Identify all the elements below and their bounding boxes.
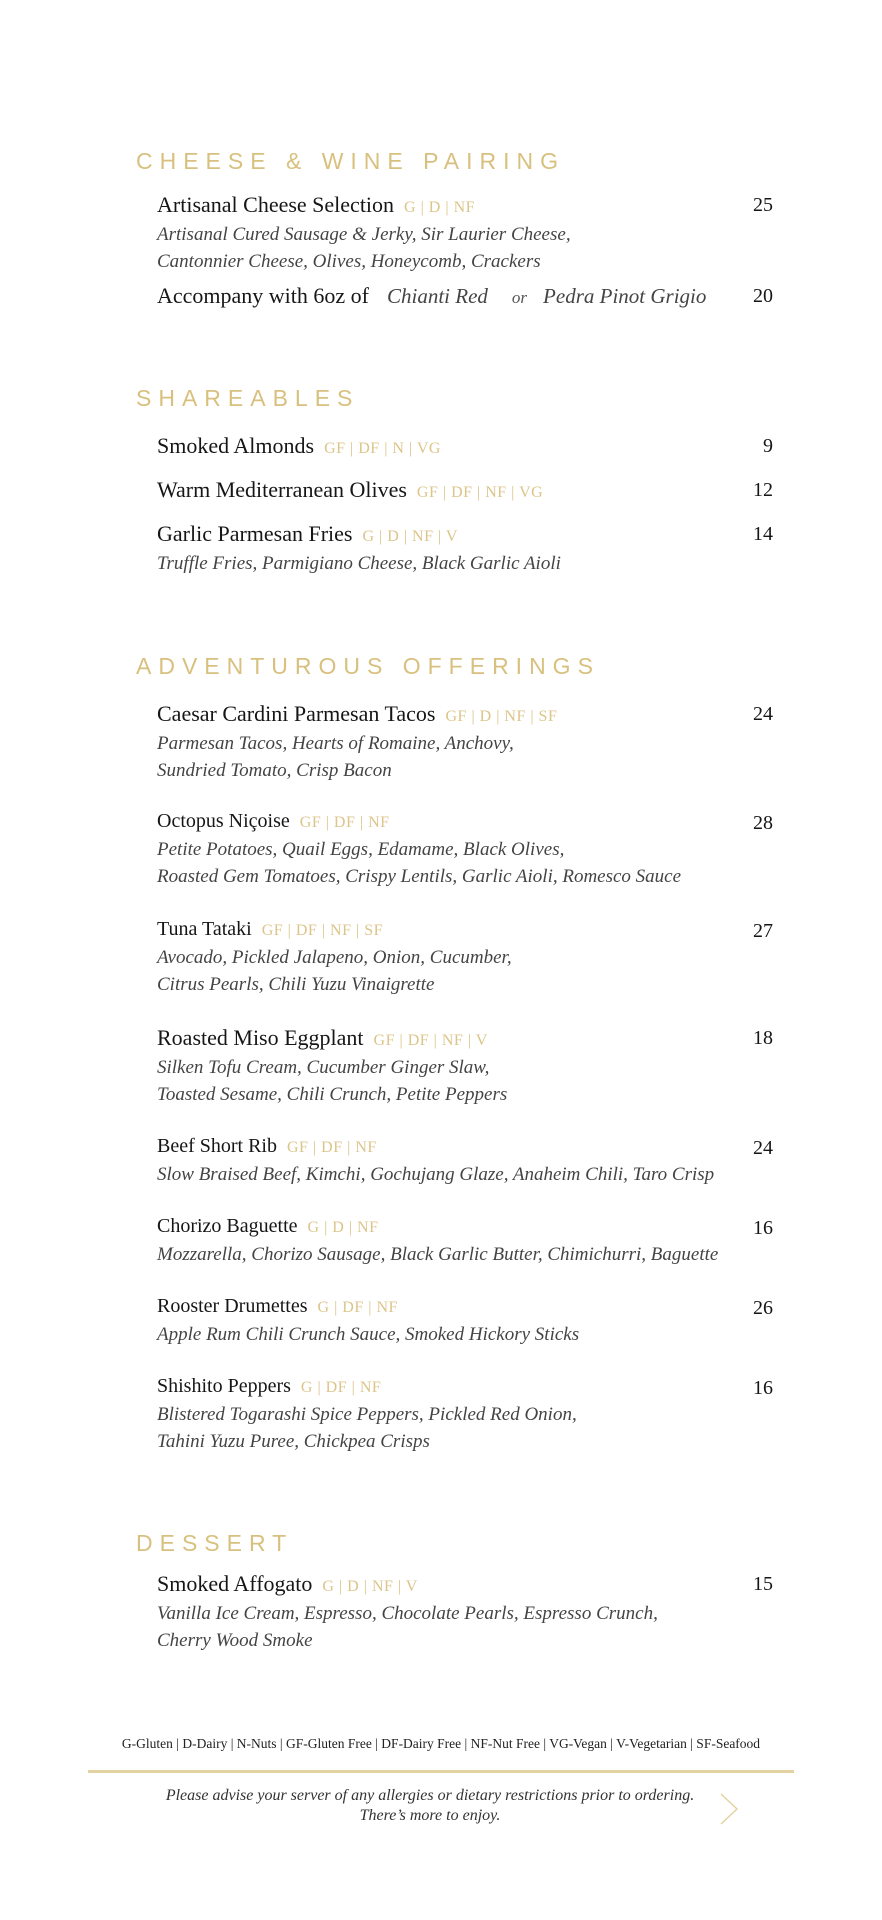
wine-option-pinot-grigio: Pedra Pinot Grigio	[543, 284, 707, 308]
item-description-line: Blistered Togarashi Spice Peppers, Pickled Red Onion,	[157, 1404, 577, 1425]
item-price: 24	[753, 703, 773, 725]
item-price: 12	[753, 479, 773, 501]
item-name: Tuna Tataki	[157, 918, 252, 940]
item-price: 26	[753, 1297, 773, 1319]
dietary-tags: GF | DF | NF	[299, 814, 390, 831]
item-description	[157, 944, 777, 998]
item-name: Shishito Peppers	[157, 1375, 291, 1397]
menu-item-shishito-peppers	[157, 1375, 777, 1455]
menu-item-mediterranean-olives	[157, 477, 777, 503]
section-title-shareables: SHAREABLES	[136, 385, 360, 411]
item-name: Octopus Niçoise	[157, 810, 290, 832]
item-description	[157, 1321, 777, 1348]
item-description	[157, 1054, 777, 1108]
more-to-enjoy-line: There’s more to enjoy.	[359, 1807, 501, 1824]
item-description	[157, 1241, 777, 1268]
item-description-line: Avocado, Pickled Jalapeno, Onion, Cucumber,	[157, 947, 512, 968]
menu-item-garlic-parmesan-fries	[157, 521, 777, 577]
item-name: Smoked Almonds	[157, 433, 315, 458]
menu-item-smoked-almonds	[157, 433, 777, 459]
item-price: 9	[763, 435, 773, 457]
item-description-line: Slow Braised Beef, Kimchi, Gochujang Glaze, Anaheim Chili, Taro Crisp	[157, 1164, 715, 1185]
item-description	[157, 1600, 777, 1654]
item-description-line: Mozzarella, Chorizo Sausage, Black Garlic Butter, Chimichurri, Baguette	[157, 1244, 719, 1265]
dietary-tags: G | D | NF	[404, 199, 476, 216]
menu-item-miso-eggplant	[157, 1025, 777, 1108]
dietary-tags: GF | DF | NF | V	[373, 1032, 488, 1049]
item-name: Artisanal Cheese Selection	[157, 192, 395, 217]
menu-item-smoked-affogato	[157, 1571, 777, 1654]
item-description-line: Cherry Wood Smoke	[157, 1630, 313, 1651]
item-name: Beef Short Rib	[157, 1135, 277, 1157]
item-name: Roasted Miso Eggplant	[157, 1025, 364, 1050]
item-description	[157, 1161, 777, 1188]
item-description-line: Citrus Pearls, Chili Yuzu Vinaigrette	[157, 974, 435, 995]
item-name: Garlic Parmesan Fries	[157, 521, 353, 546]
dietary-legend: G-Gluten | D-Dairy | N-Nuts | GF-Gluten Free | DF-Dairy Free | NF-Nut Free | VG-Vegan | V-Vegetarian | SF-Seafood	[121, 1736, 761, 1751]
menu-item-rooster-drumettes	[157, 1295, 777, 1348]
item-price: 18	[753, 1027, 773, 1049]
menu-item-beef-short-rib	[157, 1135, 777, 1188]
item-description	[157, 730, 777, 784]
menu-item-tuna-tataki	[157, 918, 777, 998]
item-description-line: Vanilla Ice Cream, Espresso, Chocolate Pearls, Espresso Crunch,	[157, 1603, 658, 1624]
item-description-line: Artisanal Cured Sausage & Jerky, Sir Laurier Cheese,	[157, 224, 571, 245]
section-title-adventurous: ADVENTUROUS OFFERINGS	[136, 653, 600, 679]
item-price: 15	[753, 1573, 773, 1595]
item-description-line: Sundried Tomato, Crisp Bacon	[157, 760, 392, 781]
item-description-line: Cantonnier Cheese, Olives, Honeycomb, Crackers	[157, 251, 541, 272]
dietary-tags: GF | DF | NF | SF	[261, 922, 383, 939]
dietary-tags: GF | DF | N | VG	[324, 440, 441, 457]
pairing-label: Accompany with 6oz of	[157, 283, 369, 308]
item-description-line: Roasted Gem Tomatoes, Crispy Lentils, Garlic Aioli, Romesco Sauce	[157, 866, 682, 887]
item-description-line: Apple Rum Chili Crunch Sauce, Smoked Hickory Sticks	[157, 1324, 580, 1345]
wine-option-chianti: Chianti Red	[387, 284, 488, 308]
item-description-line: Tahini Yuzu Puree, Chickpea Crisps	[157, 1431, 430, 1452]
dietary-tags: GF | D | NF | SF	[445, 708, 558, 725]
section-title-dessert: DESSERT	[136, 1530, 294, 1556]
item-description	[157, 836, 777, 890]
wine-pairing-row	[157, 283, 777, 309]
item-description-line: Silken Tofu Cream, Cucumber Ginger Slaw,	[157, 1057, 490, 1078]
item-name: Chorizo Baguette	[157, 1215, 298, 1237]
item-description	[157, 550, 777, 577]
item-description-line: Truffle Fries, Parmigiano Cheese, Black Garlic Aioli	[157, 553, 561, 574]
dietary-tags: G | DF | NF	[300, 1379, 382, 1396]
dietary-tags: G | D | NF | V	[362, 528, 458, 545]
pairing-price: 20	[753, 285, 773, 307]
item-name: Smoked Affogato	[157, 1571, 313, 1596]
item-description-line: Parmesan Tacos, Hearts of Romaine, Anchovy,	[157, 733, 514, 754]
menu-item-chorizo-baguette	[157, 1215, 777, 1268]
item-price: 14	[753, 523, 773, 545]
item-price: 28	[753, 812, 773, 834]
menu-item-octopus-nicoise	[157, 810, 777, 890]
item-price: 24	[753, 1137, 773, 1159]
item-price: 16	[753, 1377, 773, 1399]
dietary-tags: G | D | NF | V	[322, 1578, 418, 1595]
menu-item-caesar-tacos	[157, 701, 777, 784]
chevron-right-icon[interactable]	[719, 1792, 739, 1826]
menu-item-artisanal-cheese	[157, 192, 777, 275]
dietary-tags: GF | DF | NF | VG	[416, 484, 544, 501]
item-name: Rooster Drumettes	[157, 1295, 308, 1317]
dietary-tags: GF | DF | NF	[287, 1139, 377, 1156]
item-description-line: Petite Potatoes, Quail Eggs, Edamame, Black Olives,	[157, 839, 565, 860]
item-description	[157, 1401, 777, 1455]
item-name: Warm Mediterranean Olives	[157, 477, 407, 502]
item-price: 25	[753, 194, 773, 216]
pairing-or: or	[511, 288, 528, 307]
footer-divider	[88, 1770, 794, 1773]
allergy-notice	[150, 1786, 710, 1826]
item-description-line: Toasted Sesame, Chili Crunch, Petite Peppers	[157, 1084, 508, 1105]
dietary-tags: G | D | NF	[307, 1219, 379, 1236]
item-price: 16	[753, 1217, 773, 1239]
item-name: Caesar Cardini Parmesan Tacos	[157, 701, 436, 726]
dietary-tags: G | DF | NF	[317, 1299, 398, 1316]
section-title-cheese-wine: CHEESE & WINE PAIRING	[136, 148, 566, 174]
item-price: 27	[753, 920, 773, 942]
allergy-notice-line: Please advise your server of any allergies or dietary restrictions prior to ordering.	[165, 1787, 695, 1804]
item-description	[157, 221, 777, 275]
